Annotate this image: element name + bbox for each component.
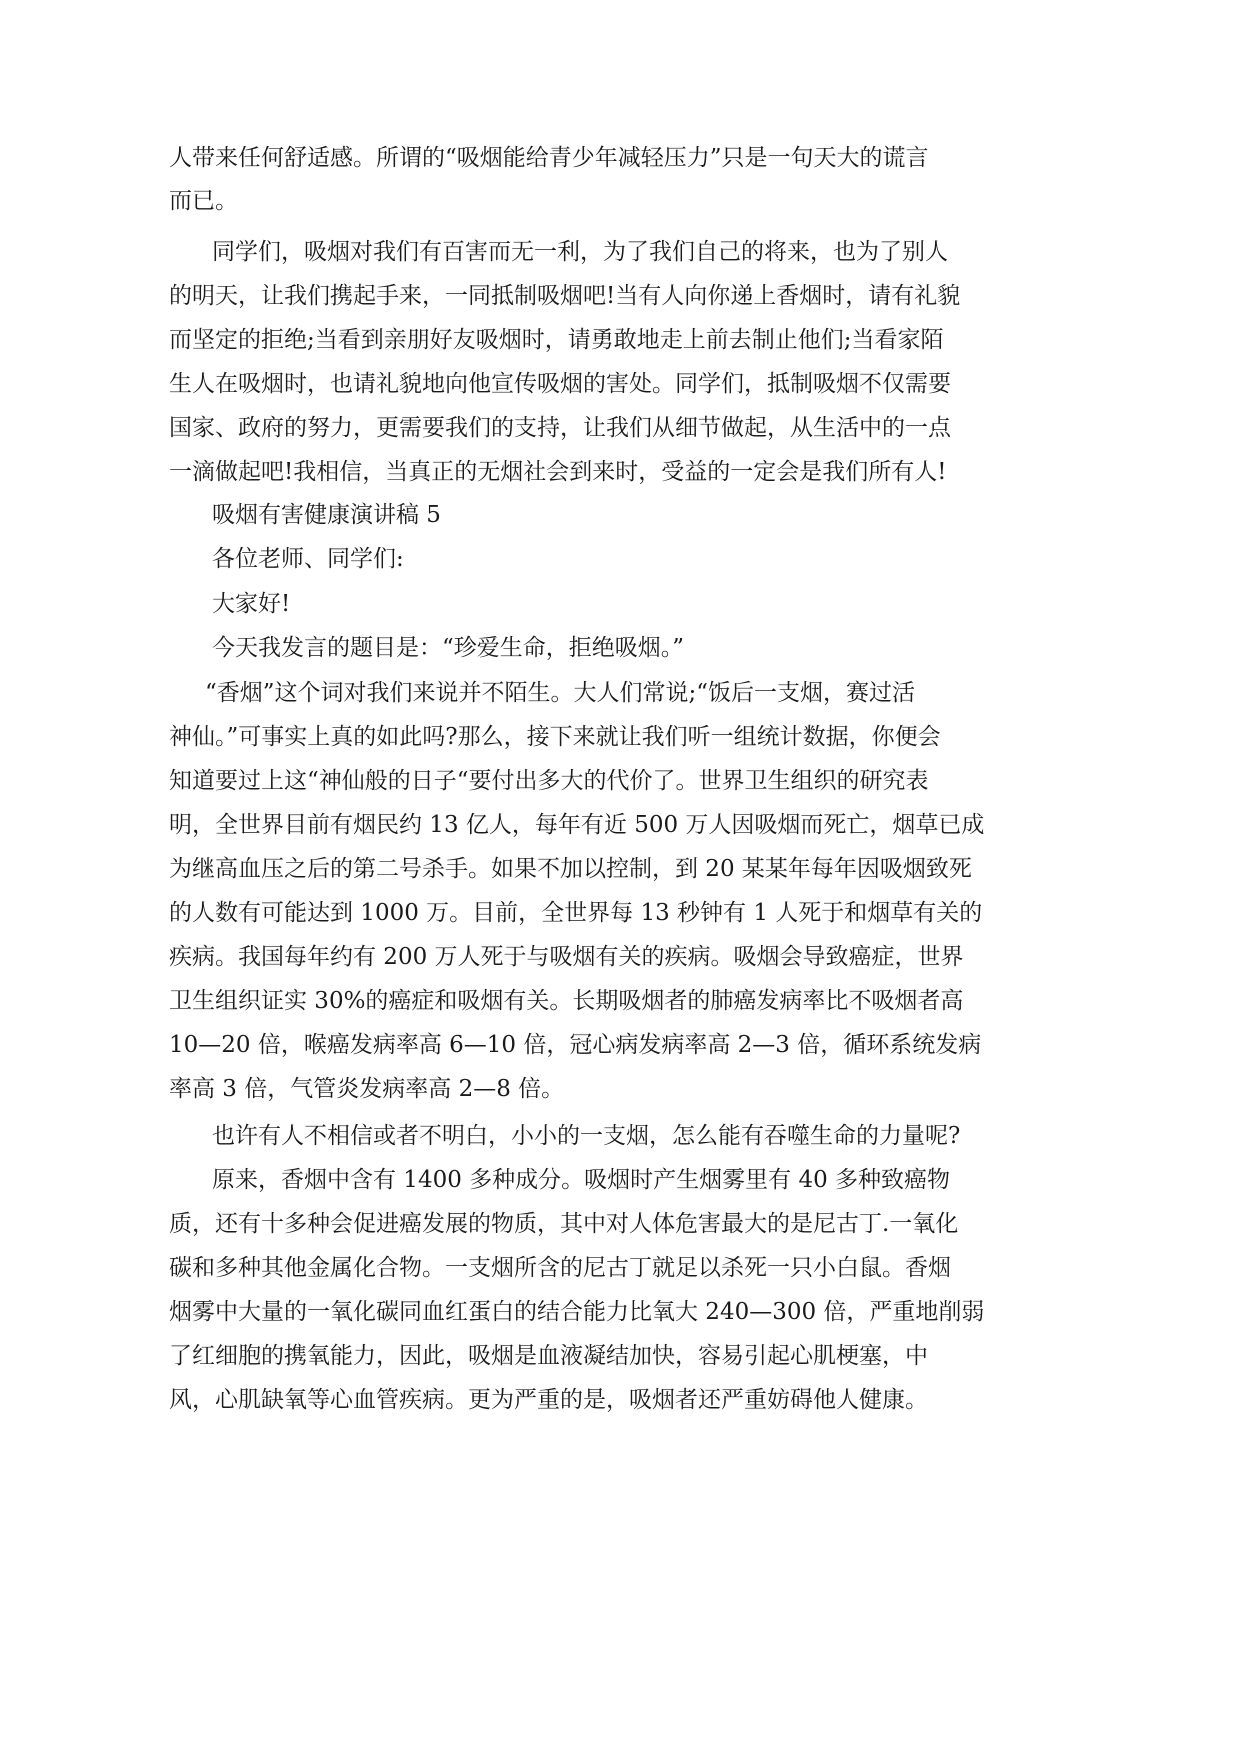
text-line: 的人数有可能达到 1000 万。目前，全世界每 13 秒钟有 1 人死于和烟草有关的 (169, 900, 983, 926)
salutation: 各位老师、同学们: (212, 546, 404, 572)
text-line: 一滴做起吧!我相信，当真正的无烟社会到来时，受益的一定会是我们所有人! (169, 459, 947, 485)
text-line: 神仙。”可事实上真的如此吗?那么，接下来就让我们听一组统计数据，你便会 (169, 724, 941, 750)
text-line: 风，心肌缺氧等心血管疾病。更为严重的是，吸烟者还严重妨碍他人健康。 (169, 1387, 928, 1413)
text-line: 明，全世界目前有烟民约 13 亿人，每年有近 500 万人因吸烟而死亡，烟草已成 (169, 812, 985, 838)
text-line: “香烟”这个词对我们来说并不陌生。大人们常说;“饭后一支烟，赛过活 (205, 680, 916, 706)
text-line: 人带来任何舒适感。所谓的“吸烟能给青少年减轻压力”只是一句天大的谎言 (169, 145, 929, 171)
text-line: 烟雾中大量的一氧化碳同血红蛋白的结合能力比氧大 240—300 倍，严重地削弱 (169, 1299, 985, 1325)
text-line: 生人在吸烟时，也请礼貌地向他宣传吸烟的害处。同学们，抵制吸烟不仅需要 (169, 371, 951, 397)
text-line: 同学们，吸烟对我们有百害而无一利，为了我们自己的将来，也为了别人 (212, 239, 948, 265)
text-line: 质，还有十多种会促进癌发展的物质，其中对人体危害最大的是尼古丁.一氧化 (169, 1211, 959, 1237)
text-line: 10—20 倍，喉癌发病率高 6—10 倍，冠心病发病率高 2—3 倍，循环系统发病 (169, 1032, 982, 1058)
section-heading: 吸烟有害健康演讲稿 5 (212, 502, 441, 528)
text-line: 而已。 (169, 188, 238, 214)
text-line: 而坚定的拒绝;当看到亲朋好友吸烟时，请勇敢地走上前去制止他们;当看家陌 (169, 327, 944, 353)
text-line: 卫生组织证实 30%的癌症和吸烟有关。长期吸烟者的肺癌发病率比不吸烟者高 (169, 988, 964, 1014)
text-line: 的明天，让我们携起手来，一同抵制吸烟吧!当有人向你递上香烟时，请有礼貌 (169, 283, 961, 309)
text-line: 疾病。我国每年约有 200 万人死于与吸烟有关的疾病。吸烟会导致癌症，世界 (169, 944, 964, 970)
text-line: 了红细胞的携氧能力，因此，吸烟是血液凝结加快，容易引起心肌梗塞，中 (169, 1343, 928, 1369)
text-line: 今天我发言的题目是：“珍爱生命，拒绝吸烟。” (212, 635, 685, 661)
text-line: 知道要过上这“神仙般的日子“要付出多大的代价了。世界卫生组织的研究表 (169, 768, 929, 794)
text-line: 率高 3 倍，气管炎发病率高 2—8 倍。 (169, 1076, 565, 1102)
text-line: 也许有人不相信或者不明白，小小的一支烟，怎么能有吞噬生命的力量呢? (212, 1123, 961, 1149)
greeting: 大家好! (212, 591, 291, 617)
text-line: 国家、政府的努力，更需要我们的支持，让我们从细节做起，从生活中的一点 (169, 415, 951, 441)
text-line: 为继高血压之后的第二号杀手。如果不加以控制，到 20 某某年每年因吸烟致死 (169, 856, 972, 882)
text-line: 原来，香烟中含有 1400 多种成分。吸烟时产生烟雾里有 40 多种致癌物 (212, 1167, 951, 1193)
text-line: 碳和多种其他金属化合物。一支烟所含的尼古丁就足以杀死一只小白鼠。香烟 (169, 1255, 951, 1281)
